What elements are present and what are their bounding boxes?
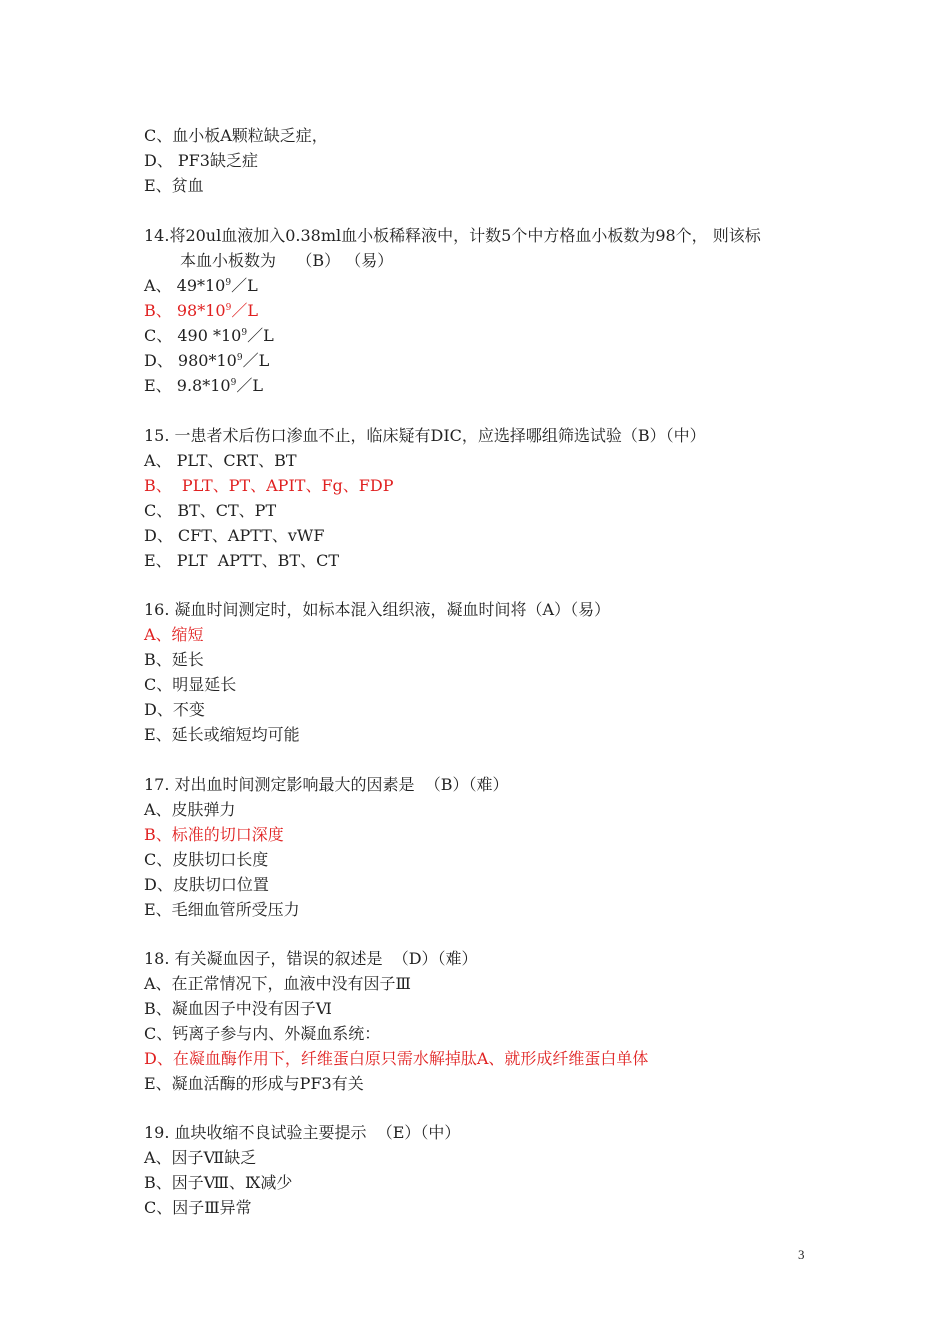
option-line: C、血小板A颗粒缺乏症， — [144, 126, 328, 145]
option-line: A、因子Ⅶ缺乏 — [144, 1148, 257, 1167]
option-line: B、凝血因子中没有因子Ⅵ — [144, 999, 332, 1018]
question-17: 17. 对出血时间测定影响最大的因素是 （B）（难） — [144, 775, 509, 794]
option-line: E、凝血活酶的形成与PF3有关 — [144, 1074, 364, 1093]
option-line: E、延长或缩短均可能 — [144, 725, 300, 744]
option-line: D、不变 — [144, 700, 205, 719]
question-19: 19. 血块收缩不良试验主要提示 （E）（中） — [144, 1123, 461, 1142]
option-line: E、 $9.8*10^9/L$ — [144, 376, 263, 395]
question-14: 14.将20ul血液加入0.38ml血小板稀释液中，计数5个中方格血小板数为98个， 则该标 — [144, 226, 761, 245]
correct-answer-line: B、 PLT、PT、APIT、Fg、FDP — [144, 476, 394, 495]
option-line: A、 PLT、CRT、BT — [144, 451, 297, 470]
option-line: C、 BT、CT、PT — [144, 501, 277, 520]
question-15: 15. 一患者术后伤口渗血不止，临床疑有DIC，应选择哪组筛选试验（B）（中） — [144, 426, 706, 445]
option-line: E、 PLT APTT、BT、CT — [144, 551, 340, 570]
question-16: 16. 凝血时间测定时，如标本混入组织液，凝血时间将（A）（易） — [144, 600, 611, 619]
option-line: E、贫血 — [144, 176, 204, 195]
option-line: D、 $980*10^9/L$ — [144, 351, 270, 370]
option-line: B、延长 — [144, 650, 204, 669]
option-line: C、因子Ⅲ异常 — [144, 1198, 252, 1217]
correct-answer-line: B、标准的切口深度 — [144, 825, 284, 844]
option-line: C、 490 $*10^9/L$ — [144, 326, 274, 345]
option-line: E、毛细血管所受压力 — [144, 900, 300, 919]
question-18: 18. 有关凝血因子，错误的叙述是 （D）（难） — [144, 949, 478, 968]
question-14-continuation: 本血小板数为 （B） （易） — [180, 251, 394, 270]
option-line: C、钙离子参与内、外凝血系统： — [144, 1024, 381, 1043]
option-line: B、因子Ⅷ、Ⅸ减少 — [144, 1173, 293, 1192]
correct-answer-line: B、 $98*10^9/L$ — [144, 301, 258, 320]
option-line: D、皮肤切口位置 — [144, 875, 269, 894]
correct-answer-line: D、在凝血酶作用下，纤维蛋白原只需水解掉肽A、就形成纤维蛋白单体 — [144, 1049, 649, 1068]
option-line: D、 CFT、APTT、vWF — [144, 526, 325, 545]
option-line: A、 $49*10^9/L$ — [144, 276, 258, 295]
page-number: 3 — [798, 1247, 805, 1262]
option-line: D、 PF3缺乏症 — [144, 151, 258, 170]
option-line: C、明显延长 — [144, 675, 237, 694]
correct-answer-line: A、缩短 — [144, 625, 204, 644]
option-line: C、皮肤切口长度 — [144, 850, 269, 869]
option-line: A、皮肤弹力 — [144, 800, 236, 819]
option-line: A、在正常情况下，血液中没有因子Ⅲ — [144, 974, 411, 993]
